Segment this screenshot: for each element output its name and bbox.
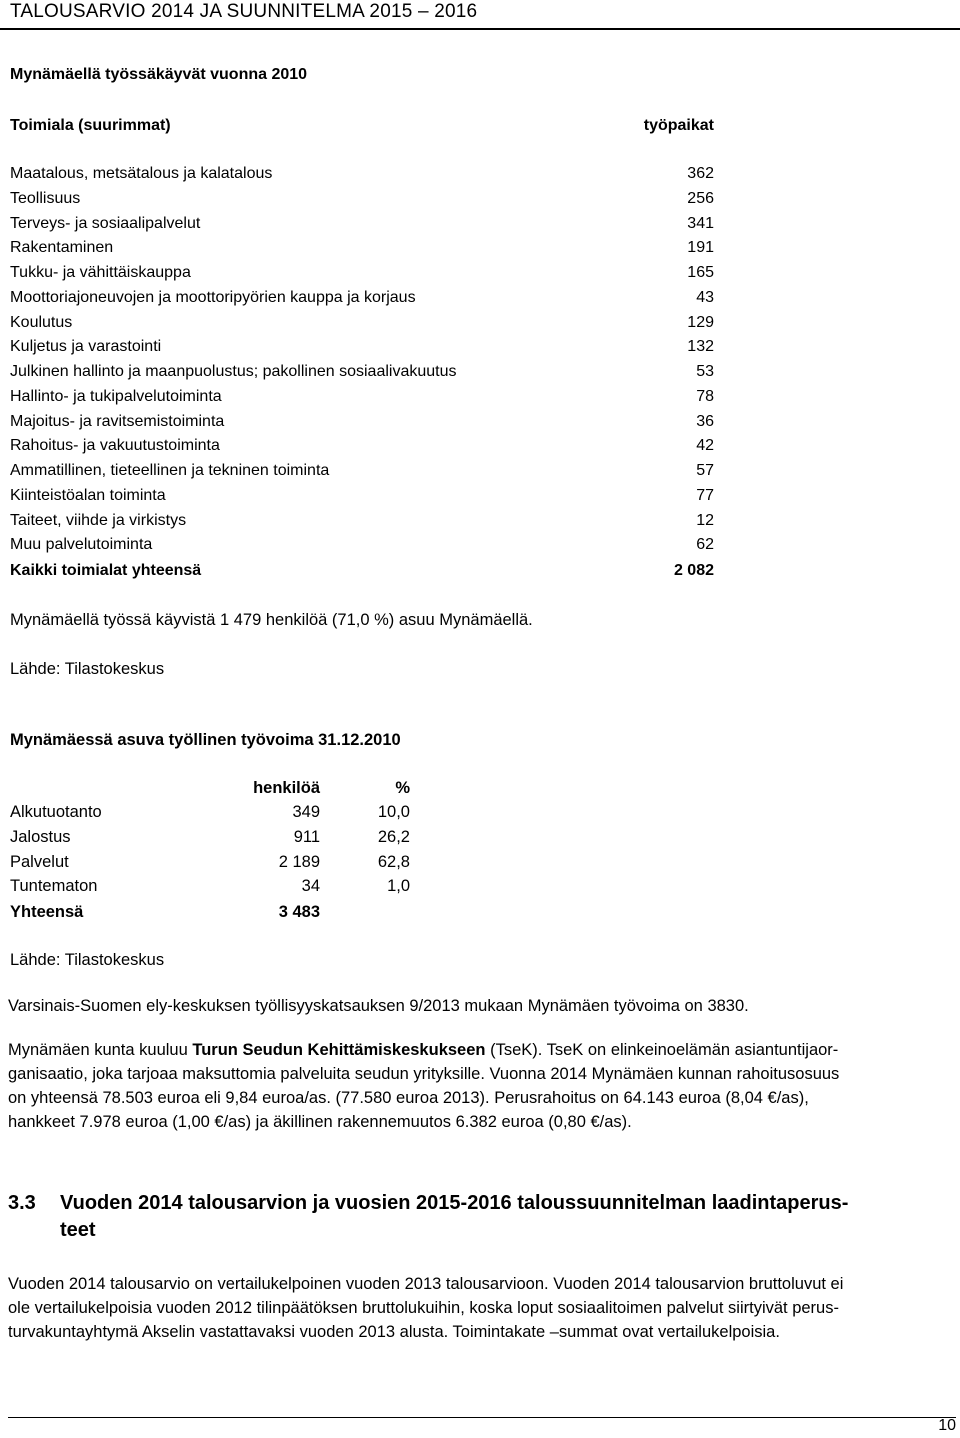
row-value: 191 bbox=[687, 239, 714, 257]
row-value: 36 bbox=[696, 412, 714, 430]
row-value: 341 bbox=[687, 214, 714, 232]
row-label: Moottoriajoneuvojen ja moottoripyörien kauppa ja korjaus bbox=[10, 288, 416, 306]
row-label: Palvelut bbox=[10, 852, 69, 871]
row-value: 129 bbox=[687, 313, 714, 331]
section-line-1: Vuoden 2014 talousarvio on vertailukelpoinen vuoden 2013 talousarvioon. Vuoden 2014 talousarvion bruttoluvut ei bbox=[8, 1275, 844, 1293]
tsek-paragraph bbox=[8, 1038, 954, 1134]
employment-paragraph: Varsinais-Suomen ely-keskuksen työllisyyskatsauksen 9/2013 mukaan Mynämäen työvoima on 3830. bbox=[8, 997, 749, 1015]
table1-source: Lähde: Tilastokeskus bbox=[10, 660, 165, 678]
row-label: Rakentaminen bbox=[10, 239, 114, 257]
row-label: Kiinteistöalan toiminta bbox=[10, 486, 166, 504]
table-row bbox=[10, 314, 714, 338]
row-count: 2 189 bbox=[278, 852, 320, 871]
section-title-line-1: Vuoden 2014 talousarvion ja vuosien 2015-2016 taloussuunnitelman laadintaperus- bbox=[60, 1192, 849, 1214]
row-value: 132 bbox=[687, 338, 714, 356]
tsek-text-rest: (TseK). TseK on elinkeinoelämän asiantuntijaor- bbox=[485, 1041, 839, 1059]
row-label: Muu palvelutoiminta bbox=[10, 536, 153, 554]
section-number: 3.3 bbox=[8, 1192, 36, 1214]
row-label: Hallinto- ja tukipalvelutoiminta bbox=[10, 387, 222, 405]
table-row bbox=[10, 190, 714, 214]
table-row bbox=[10, 289, 714, 313]
table-row bbox=[10, 487, 714, 511]
row-value: 53 bbox=[696, 363, 714, 380]
row-count: 349 bbox=[292, 803, 320, 821]
section-paragraph bbox=[8, 1272, 954, 1344]
row-value: 42 bbox=[696, 437, 714, 455]
tsek-line-3: on yhteensä 78.503 euroa eli 9,84 euroa/as. (77.580 euroa 2013). Perusrahoitus on 64.143 euroa (8,04 €/as), bbox=[8, 1089, 809, 1107]
table-row bbox=[10, 877, 410, 901]
table1-note: Mynämäellä työssä käyvistä 1 479 henkilöä (71,0 %) asuu Mynämäellä. bbox=[10, 611, 533, 629]
table1-total-value: 2 082 bbox=[673, 562, 714, 579]
table-row bbox=[10, 215, 714, 239]
row-value: 362 bbox=[687, 165, 714, 182]
row-label: Julkinen hallinto ja maanpuolustus; pakollinen sosiaalivakuutus bbox=[10, 363, 457, 380]
row-value: 12 bbox=[696, 511, 714, 529]
row-label: Rahoitus- ja vakuutustoiminta bbox=[10, 437, 220, 455]
table2-total-count: 3 483 bbox=[278, 903, 320, 921]
row-value: 256 bbox=[687, 189, 714, 207]
row-label: Terveys- ja sosiaalipalvelut bbox=[10, 214, 201, 232]
tsek-name: Turun Seudun Kehittämiskeskukseen bbox=[192, 1041, 486, 1059]
tsek-line-4: hankkeet 7.978 euroa (1,00 €/as) ja äkillinen rakennemuutos 6.382 euroa (0,80 €/as). bbox=[8, 1113, 632, 1131]
table-row bbox=[10, 363, 714, 387]
tsek-line-2: ganisaatio, joka tarjoaa maksuttomia palveluita seudun yrityksille. Vuonna 2014 Mynämäen kunnan rahoitusosuus bbox=[8, 1065, 840, 1083]
row-count: 911 bbox=[293, 827, 320, 846]
row-pct: 26,2 bbox=[377, 827, 410, 846]
row-value: 43 bbox=[696, 288, 714, 306]
table-row bbox=[10, 388, 714, 412]
header-title: TALOUSARVIO 2014 JA SUUNNITELMA 2015 – 2016 bbox=[10, 1, 478, 22]
row-label: Taiteet, viihde ja virkistys bbox=[10, 511, 187, 529]
row-label: Majoitus- ja ravitsemistoiminta bbox=[10, 412, 225, 430]
table-row bbox=[10, 512, 714, 536]
table-row bbox=[10, 462, 714, 486]
table2-source: Lähde: Tilastokeskus bbox=[10, 951, 165, 969]
row-count: 34 bbox=[301, 877, 320, 896]
table-row bbox=[10, 239, 714, 263]
table-row bbox=[10, 413, 714, 437]
row-label: Ammatillinen, tieteellinen ja tekninen toiminta bbox=[10, 462, 330, 479]
row-pct: 62,8 bbox=[377, 852, 410, 871]
table-row bbox=[10, 803, 410, 827]
row-label: Jalostus bbox=[10, 827, 71, 846]
row-label: Teollisuus bbox=[10, 189, 81, 207]
table2-title: Mynämäessä asuva työllinen työvoima 31.12.2010 bbox=[10, 731, 401, 749]
section-title-line-2: teet bbox=[60, 1219, 96, 1241]
section-title bbox=[60, 1190, 950, 1244]
row-label: Koulutus bbox=[10, 313, 73, 331]
row-pct: 1,0 bbox=[387, 877, 410, 896]
table-row bbox=[10, 338, 714, 362]
row-value: 57 bbox=[696, 462, 714, 479]
row-value: 78 bbox=[696, 387, 714, 405]
footer-rule bbox=[8, 1417, 956, 1418]
table2-total-label: Yhteensä bbox=[10, 903, 84, 921]
table1-col-label: Toimiala (suurimmat) bbox=[10, 117, 171, 134]
table1-col-value: työpaikat bbox=[643, 117, 714, 134]
table-row bbox=[10, 828, 410, 852]
table-row bbox=[10, 264, 714, 288]
section-line-2: ole vertailukelpoisia vuoden 2012 tilinpäätöksen bruttolukuihin, koska loput sosiaalitoimen palvelut siirtyivät perus- bbox=[8, 1299, 839, 1317]
table1-total-label: Kaikki toimialat yhteensä bbox=[10, 562, 202, 579]
row-value: 165 bbox=[687, 264, 714, 281]
table1-title: Mynämäellä työssäkäyvät vuonna 2010 bbox=[10, 66, 308, 83]
row-label: Alkutuotanto bbox=[10, 803, 102, 821]
page-number: 10 bbox=[938, 1417, 956, 1434]
section-line-3: turvakuntayhtymä Akselin vastattavaksi vuoden 2013 alusta. Toimintakate –summat ovat vertailukelpoisia. bbox=[8, 1323, 780, 1341]
header-rule bbox=[0, 28, 960, 30]
table-row bbox=[10, 437, 714, 461]
row-pct: 10,0 bbox=[377, 803, 410, 821]
tsek-text-start: Mynämäen kunta kuuluu bbox=[8, 1041, 193, 1059]
row-label: Maatalous, metsätalous ja kalatalous bbox=[10, 165, 273, 182]
table-row bbox=[10, 853, 410, 877]
table2-col-pct: % bbox=[395, 779, 410, 797]
table-row bbox=[10, 536, 714, 560]
row-value: 62 bbox=[696, 536, 714, 554]
row-label: Kuljetus ja varastointi bbox=[10, 338, 162, 356]
row-value: 77 bbox=[696, 486, 714, 504]
page-header bbox=[0, 0, 960, 29]
table2-col-count: henkilöä bbox=[253, 779, 320, 797]
table-row bbox=[10, 165, 714, 189]
row-label: Tuntematon bbox=[10, 877, 98, 896]
row-label: Tukku- ja vähittäiskauppa bbox=[10, 264, 191, 281]
